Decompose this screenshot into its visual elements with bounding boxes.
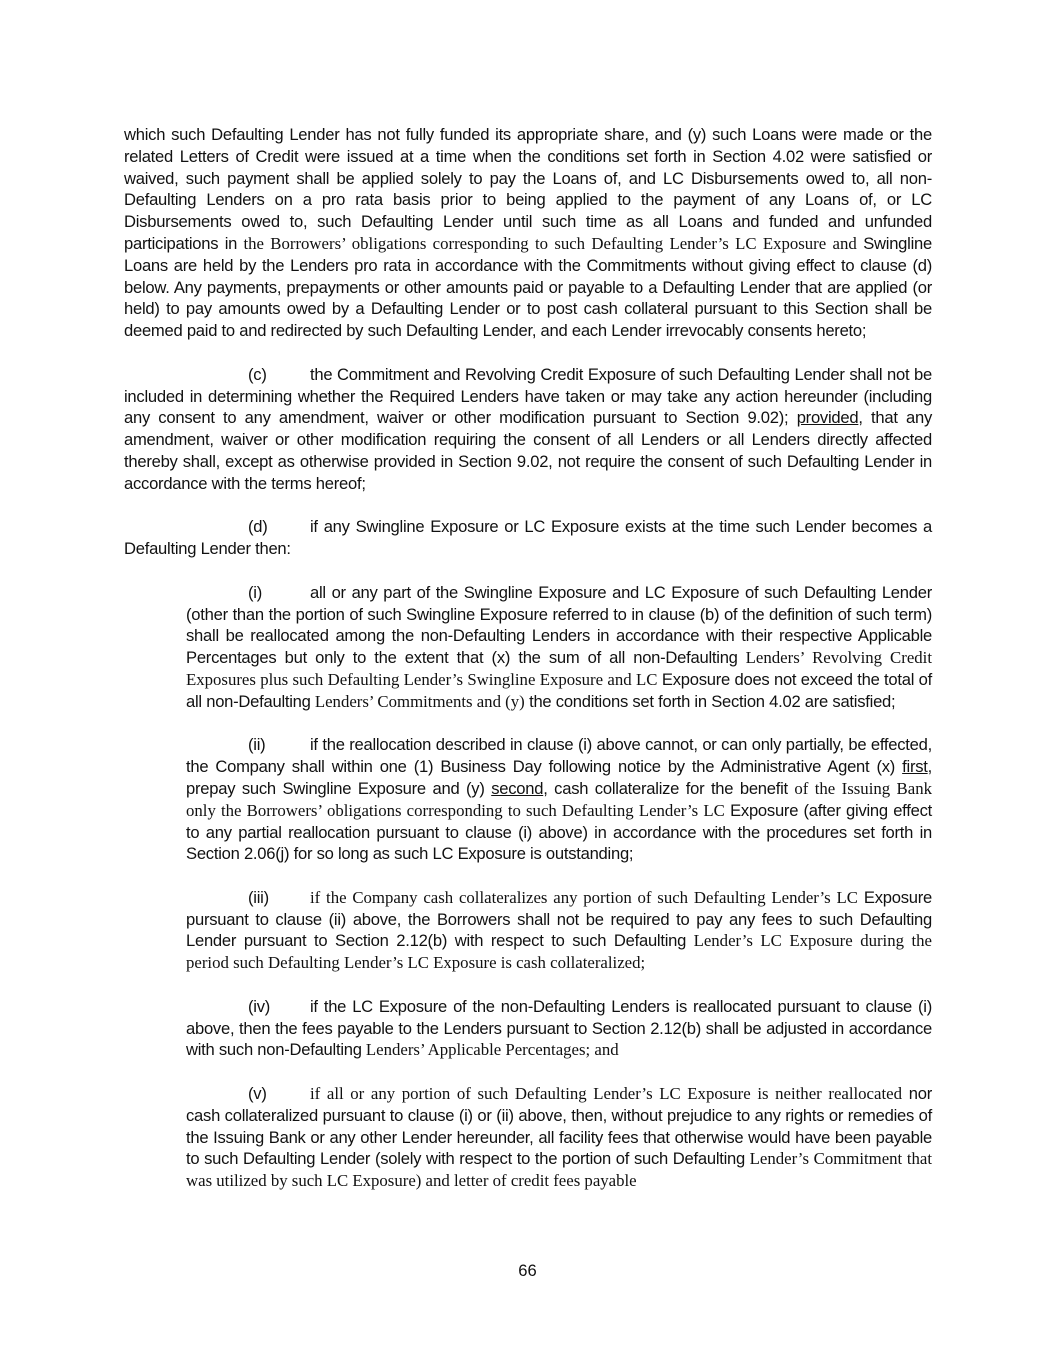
clause-text: Exposure does not exceed the total of all non-Defaulting: [186, 669, 932, 711]
page-number: 66: [518, 1261, 537, 1280]
clause-d: [124, 516, 932, 560]
clause-text: if any Swingline Exposure or LC Exposure exists at the time such Lender becomes a Defaulting Lender then:: [124, 517, 932, 559]
clause-text: if the Company cash collateralizes any portion of such Defaulting Lender’s LC: [310, 887, 858, 907]
clause-text: Lenders’ Applicable Percentages; and: [361, 1040, 619, 1060]
clause-text: Lenders’ Commitments and (y): [310, 691, 525, 711]
document-page: [124, 124, 932, 1192]
clause-text: the conditions set forth in Section 4.02 are satisfied;: [524, 691, 896, 711]
underlined-term: second: [491, 778, 544, 798]
clause-text: , prepay such Swingline Exposure and (y): [186, 757, 932, 798]
clause-label: (iii): [248, 887, 269, 907]
clause-text: , cash collateralize for the benefit: [543, 778, 788, 798]
clause-text: of the Issuing Bank only the Borrowers’ obligations corresponding to such Defaulting Lender’s LC: [186, 778, 932, 820]
continuation-paragraph: [124, 124, 932, 342]
clause-text: if the reallocation described in clause (i) above cannot, or can only partially, be effected, the Company shall within one (1) Business Day following notice by the Administrative Agent (x): [186, 735, 932, 777]
subclause-iii: [186, 887, 932, 974]
clause-text: Exposure (after giving effect to any partial reallocation pursuant to clause (i) above) in accordance with the procedures set forth in Section 2.06(j) for so long as such LC Exposure is outstanding;: [186, 800, 932, 864]
clause-text: Lender’s Commitment that was utilized by such LC Exposure) and letter of credit fees payable: [186, 1149, 933, 1191]
paragraph-text: which such Defaulting Lender has not fully funded its appropriate share, and (y) such Loans were made or the related Letters of Credit were issued at a time when the conditions set forth in Section 4.02 were satisfied or waived, such payment shall be applied solely to pay the Loans of, and LC Disbursements owed to, all non-Defaulting Lenders on a pro rata basis prior to being applied to the payment of any Loans of, or LC Disbursements owed to, such Defaulting Lender until such time as all Loans and funded and unfunded participations in: [124, 125, 932, 253]
subclause-ii: [186, 734, 932, 865]
clause-label: (ii): [248, 735, 266, 755]
clause-label: (c): [248, 364, 267, 384]
clause-label: (iv): [248, 996, 271, 1016]
subclause-i: [186, 582, 932, 713]
clause-label: (v): [248, 1084, 267, 1104]
clause-text: the Commitment and Revolving Credit Exposure of such Defaulting Lender shall not be included in determining whether the Required Lenders have taken or may take any action hereunder (including any consent to any amendment, waiver or other modification pursuant to Section 9.02);: [124, 364, 932, 428]
clause-c: [124, 364, 932, 495]
clause-text: Lenders’ Revolving Credit Exposures plus such Defaulting Lender’s Swingline Exposure and LC: [186, 648, 932, 689]
paragraph-text: Swingline Loans are held by the Lenders pro rata in accordance with the Commitments without giving effect to clause (d) below. Any payments, prepayments or other amounts paid or payable to a Defaulting Lender that are applied (or held) to pay amounts owed by a Defaulting Lender or to post cash collateral pursuant to this Section shall be deemed paid to and redirected by such Defaulting Lender, and each Lender irrevocably consents hereto;: [124, 233, 932, 341]
clause-text: all or any part of the Swingline Exposure and LC Exposure of such Defaulting Lender (other than the portion of such Swingline Exposure referred to in clause (b) of the definition of such term) shall be reallocated among the non-Defaulting Lenders in accordance with their respective Applicable Percentages but only to the extent that (x) the sum of all non-Defaulting: [186, 582, 932, 668]
subclause-v: [186, 1083, 932, 1192]
subclause-iv: [186, 996, 932, 1061]
paragraph-text: the Borrowers’ obligations corresponding to such Defaulting Lender’s LC Exposure and: [237, 233, 857, 253]
clause-text: if the LC Exposure of the non-Defaulting Lenders is reallocated pursuant to clause (i) above, then the fees payable to the Lenders pursuant to Section 2.12(b) shall be adjusted in accordance with such non-Defaulting: [186, 996, 932, 1060]
clause-text: , that any amendment, waiver or other modification requiring the consent of all Lenders or all Lenders directly affected thereby shall, except as otherwise provided in Section 9.02, not require the consent of such Defaulting Lender in accordance with the terms hereof;: [124, 408, 932, 493]
clause-text: nor cash collateralized pursuant to clause (i) or (ii) above, then, without prejudice to any rights or remedies of the Issuing Bank or any other Lender hereunder, all facility fees that otherwise would have been payable to such Defaulting Lender (solely with respect to the portion of such Defaulting: [186, 1084, 932, 1169]
clause-text: if all or any portion of such Defaulting Lender’s LC Exposure is neither reallocated: [310, 1084, 902, 1104]
underlined-term: first: [902, 757, 928, 777]
clause-label: (i): [248, 582, 262, 602]
underlined-term: provided: [796, 408, 859, 428]
clause-label: (d): [248, 517, 268, 537]
clause-text: Exposure pursuant to clause (ii) above, the Borrowers shall not be required to pay any fees to such Defaulting Lender pursuant to Section 2.12(b) with respect to such Defaulting: [186, 887, 932, 951]
clause-text: Lender’s LC Exposure during the period such Defaulting Lender’s LC Exposure is cash collateralized;: [186, 931, 932, 973]
